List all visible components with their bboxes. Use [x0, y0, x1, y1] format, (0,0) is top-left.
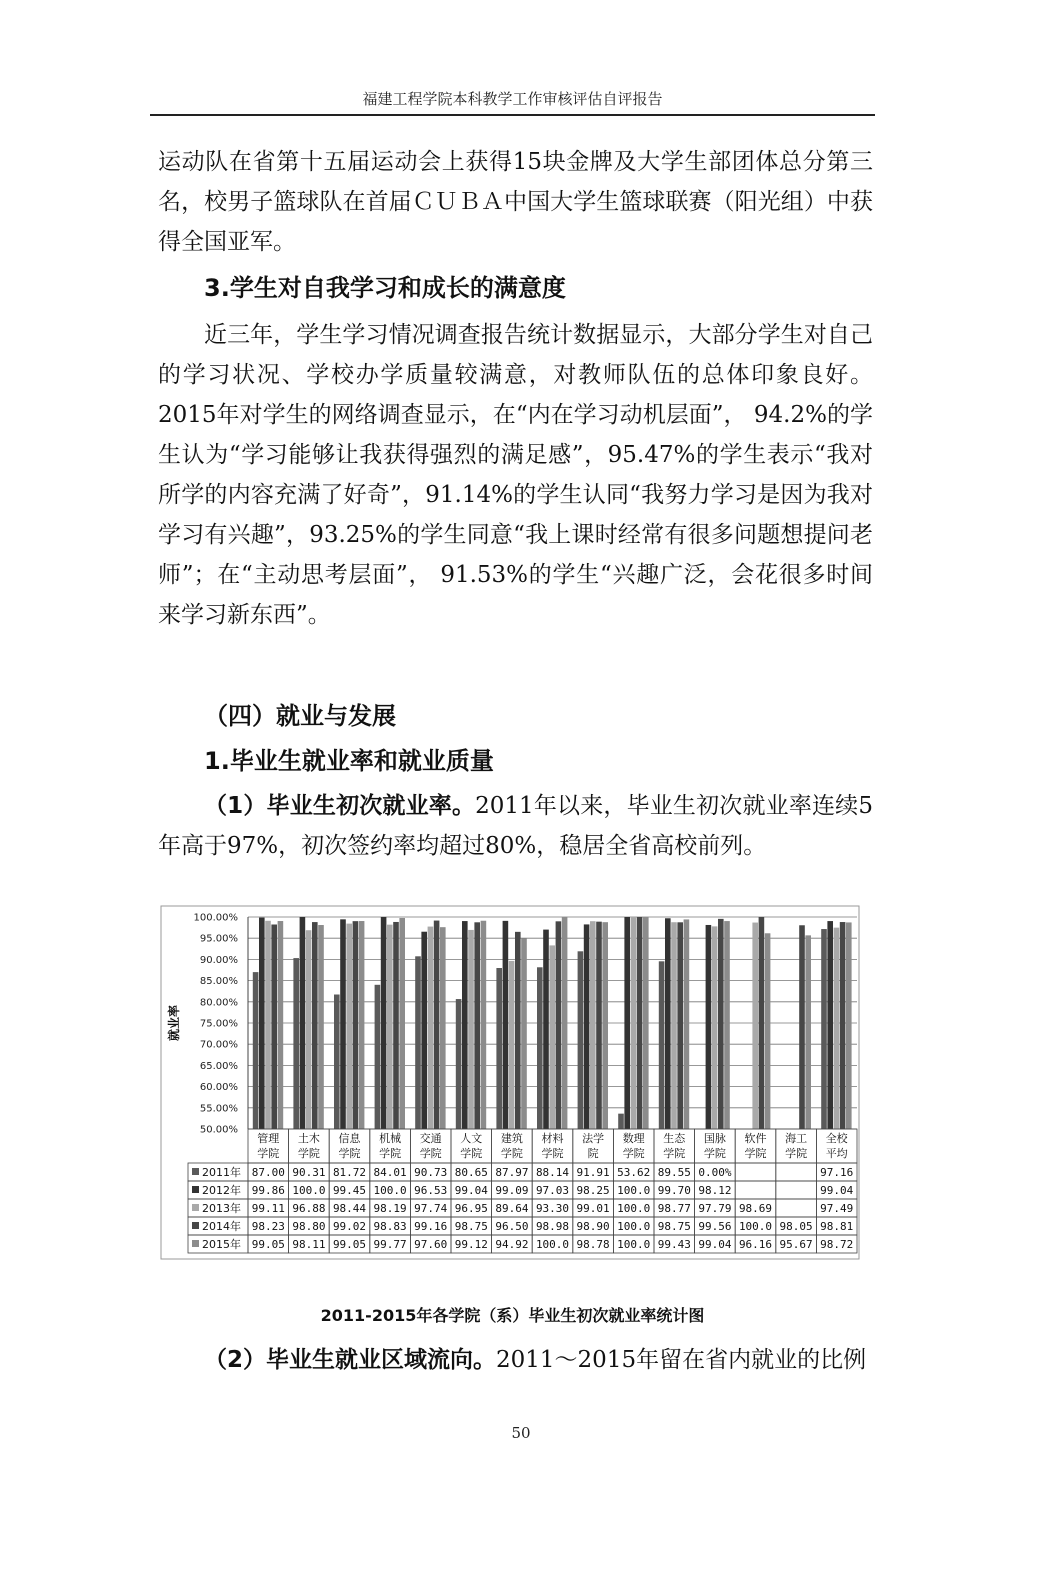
data-label: 98.78 [576, 1238, 610, 1251]
data-label: 89.55 [657, 1166, 691, 1179]
bar [481, 921, 487, 1129]
bar [359, 921, 365, 1129]
data-label: 0.00% [698, 1166, 732, 1179]
bar [706, 925, 712, 1129]
bar [752, 923, 758, 1129]
bar [253, 972, 259, 1129]
data-label: 100.0 [292, 1184, 326, 1197]
data-label: 98.25 [576, 1184, 610, 1197]
data-label: 99.04 [454, 1184, 488, 1197]
data-label: 97.49 [820, 1202, 854, 1215]
data-label: 98.98 [535, 1220, 570, 1233]
bar [643, 917, 649, 1129]
bar [521, 939, 527, 1129]
data-label: 94.92 [495, 1238, 529, 1251]
paragraph-text: 2011年以来，毕业生初次就业率连续5年高于97%，初次签约率均超过80%，稳居全省高校前列。 [158, 793, 873, 859]
x-tick-label: 国脉 [703, 1132, 726, 1145]
bar [671, 922, 677, 1129]
bar [440, 927, 446, 1129]
data-label: 84.01 [373, 1166, 407, 1179]
employment-rate-chart [160, 905, 860, 1260]
x-tick-label: 学院 [257, 1147, 280, 1160]
data-label: 98.83 [373, 1220, 407, 1233]
bar [312, 922, 318, 1129]
x-tick-label: 信息 [338, 1132, 361, 1145]
bar [543, 930, 549, 1129]
page-number: 50 [511, 1424, 531, 1442]
data-label: 98.75 [454, 1220, 488, 1233]
bar [509, 961, 515, 1129]
table-cell [735, 1163, 776, 1181]
bar [624, 917, 630, 1129]
data-label: 99.05 [332, 1238, 367, 1251]
bar [434, 921, 440, 1129]
y-tick-label: 75.00% [199, 1018, 238, 1030]
data-label: 99.43 [657, 1238, 691, 1251]
data-label: 98.23 [251, 1220, 285, 1233]
data-label: 99.77 [373, 1238, 407, 1251]
bar [259, 918, 265, 1129]
data-label: 93.30 [535, 1202, 570, 1215]
bar [462, 921, 468, 1129]
x-tick-label: 学院 [460, 1147, 483, 1160]
data-label: 98.90 [576, 1220, 610, 1233]
section-heading-employment: （四）就业与发展 [204, 702, 396, 730]
bar [834, 928, 840, 1129]
paragraph-lead: （2）毕业生就业区域流向。 [204, 1347, 497, 1373]
y-tick-label: 80.00% [199, 997, 238, 1009]
bar [590, 921, 596, 1129]
data-label: 99.11 [251, 1202, 285, 1215]
bar [846, 922, 852, 1129]
data-label: 99.04 [820, 1184, 854, 1197]
data-label: 96.95 [454, 1202, 488, 1215]
bar [840, 922, 846, 1129]
data-label: 97.16 [820, 1166, 854, 1179]
x-tick-label: 院 [587, 1147, 599, 1160]
data-label: 96.88 [292, 1202, 326, 1215]
data-label: 100.0 [617, 1202, 651, 1215]
bar [562, 917, 568, 1129]
data-label: 100.0 [738, 1220, 773, 1233]
legend-entry: 2011年 [202, 1166, 241, 1179]
x-tick-label: 数理 [622, 1132, 645, 1145]
legend-swatch [192, 1240, 199, 1247]
x-tick-label: 软件 [744, 1132, 767, 1145]
data-label: 100.0 [617, 1220, 651, 1233]
x-tick-label: 学院 [785, 1147, 808, 1160]
legend-swatch [192, 1204, 199, 1211]
legend-entry: 2015年 [202, 1238, 241, 1251]
y-tick-label: 85.00% [199, 976, 238, 988]
data-label: 80.65 [454, 1166, 488, 1179]
table-cell [735, 1181, 776, 1199]
data-label: 98.05 [779, 1220, 813, 1233]
bar [549, 945, 555, 1129]
data-label: 99.12 [454, 1238, 488, 1251]
bar [659, 961, 665, 1129]
data-label: 100.0 [617, 1238, 651, 1251]
bar [602, 922, 608, 1129]
bar [618, 1114, 624, 1129]
x-tick-label: 学院 [419, 1147, 442, 1160]
x-tick-label: 交通 [419, 1132, 442, 1145]
data-label: 90.73 [414, 1166, 448, 1179]
data-label: 98.19 [373, 1202, 407, 1215]
data-label: 91.91 [576, 1166, 610, 1179]
data-label: 100.0 [535, 1238, 570, 1251]
bar [415, 956, 421, 1129]
paragraph-text: 2011～2015年留在省内就业的比例 [496, 1347, 867, 1373]
data-label: 99.04 [698, 1238, 732, 1251]
bar [799, 925, 805, 1129]
data-label: 98.75 [657, 1220, 691, 1233]
data-label: 99.05 [251, 1238, 285, 1251]
data-label: 87.97 [495, 1166, 529, 1179]
y-tick-label: 60.00% [199, 1082, 238, 1094]
data-label: 88.14 [535, 1166, 570, 1179]
x-tick-label: 平均 [825, 1147, 848, 1160]
header-title: 福建工程学院本科教学工作审核评估自评报告 [362, 90, 663, 108]
bar [421, 932, 427, 1129]
bar [387, 925, 393, 1129]
x-tick-label: 学院 [703, 1147, 726, 1160]
data-label: 97.60 [414, 1238, 448, 1251]
data-label: 99.56 [698, 1220, 732, 1233]
data-label: 98.12 [698, 1184, 732, 1197]
y-tick-label: 70.00% [199, 1039, 238, 1051]
data-label: 98.72 [820, 1238, 854, 1251]
bar [318, 925, 324, 1129]
table-cell [776, 1163, 817, 1181]
data-label: 81.72 [332, 1166, 367, 1179]
bar [665, 918, 671, 1129]
bar [300, 917, 306, 1129]
bar [821, 929, 827, 1129]
bar [393, 922, 399, 1129]
x-tick-label: 学院 [338, 1147, 361, 1160]
x-tick-label: 生态 [663, 1132, 686, 1145]
data-label: 97.79 [698, 1202, 732, 1215]
bar [712, 926, 718, 1129]
bar [578, 951, 584, 1129]
bar [584, 924, 590, 1129]
bar [537, 967, 543, 1129]
heading-satisfaction: 3.学生对自我学习和成长的满意度 [204, 274, 566, 302]
x-tick-label: 机械 [379, 1132, 402, 1145]
chart-caption: 2011-2015年各学院（系）毕业生初次就业率统计图 [320, 1306, 705, 1325]
y-tick-label: 55.00% [199, 1103, 238, 1115]
x-tick-label: 材料 [541, 1132, 564, 1145]
bar [278, 921, 284, 1129]
x-tick-label: 学院 [663, 1147, 686, 1160]
paragraph-survey: 近三年，学生学习情况调查报告统计数据显示，大部分学生对自己的学习状况、学校办学质量较满意，对教师队伍的总体印象良好。2015年对学生的网络调查显示，在“内在学习动机层面”， 94.2%的学生认为“学习能够让我获得强烈的满足感”，95.47%的学生表示“我对所学的内容充满了好奇”，91.14%的学生认同“我努力学习是因为我对学习有兴趣”，93.25%的学生同意“我上课时经常有很多问题想提问老师”；在“主动思考层面”， 91.53%的学生“兴趣广泛，会花很多时间来学习新东西”。 [158, 322, 873, 628]
bar [718, 919, 724, 1129]
data-label: 99.01 [576, 1202, 610, 1215]
x-tick-label: 学院 [297, 1147, 320, 1160]
data-label: 96.53 [414, 1184, 448, 1197]
bar [381, 917, 387, 1129]
bar [375, 985, 381, 1129]
y-tick-label: 65.00% [199, 1060, 238, 1072]
y-tick-label: 90.00% [199, 954, 238, 966]
bar [759, 917, 765, 1129]
legend-entry: 2012年 [202, 1184, 241, 1197]
legend-swatch [192, 1222, 199, 1229]
data-label: 98.69 [738, 1202, 773, 1215]
subheading-employment-rate: 1.毕业生就业率和就业质量 [204, 747, 494, 775]
data-label: 98.11 [292, 1238, 326, 1251]
legend-entry: 2014年 [202, 1220, 241, 1233]
bar [684, 919, 690, 1129]
x-tick-label: 学院 [622, 1147, 645, 1160]
bar [271, 925, 277, 1129]
bar [293, 958, 299, 1129]
y-tick-label: 50.00% [199, 1124, 238, 1136]
bar [556, 921, 562, 1129]
data-label: 53.62 [617, 1166, 651, 1179]
bar [346, 924, 352, 1129]
data-label: 100.0 [373, 1184, 407, 1197]
paragraph-sports: 运动队在省第十五届运动会上获得15块金牌及大学生部团体总分第三名，校男子篮球队在首届ＣＵＢＡ中国大学生篮球联赛（阳光组）中获得全国亚军。 [158, 149, 873, 255]
data-label: 98.80 [292, 1220, 326, 1233]
table-cell [776, 1181, 817, 1199]
x-tick-label: 学院 [744, 1147, 767, 1160]
paragraph-initial-employment [158, 786, 873, 866]
paragraph-lead: （1）毕业生初次就业率。 [204, 793, 476, 819]
data-label: 99.16 [414, 1220, 448, 1233]
x-tick-label: 人文 [460, 1132, 483, 1145]
bar [765, 933, 771, 1129]
data-label: 99.45 [332, 1184, 367, 1197]
data-label: 98.81 [820, 1220, 854, 1233]
bar [827, 921, 833, 1129]
x-tick-label: 法学 [582, 1132, 605, 1145]
x-tick-label: 海工 [785, 1132, 808, 1145]
bar [265, 921, 271, 1129]
y-tick-label: 95.00% [199, 933, 238, 945]
bar [456, 999, 462, 1129]
data-label: 99.02 [332, 1220, 367, 1233]
data-label: 98.77 [657, 1202, 691, 1215]
data-label: 95.67 [779, 1238, 813, 1251]
bar [353, 921, 359, 1129]
data-label: 100.0 [617, 1184, 651, 1197]
data-label: 99.70 [657, 1184, 691, 1197]
data-label: 99.09 [495, 1184, 529, 1197]
bar [724, 921, 730, 1129]
bar [474, 922, 480, 1129]
x-tick-label: 学院 [379, 1147, 402, 1160]
bar [631, 917, 637, 1129]
table-cell [776, 1199, 817, 1217]
y-axis-label: 就业率 [167, 1004, 181, 1042]
bar [496, 968, 502, 1129]
bar [596, 922, 602, 1129]
x-tick-label: 学院 [500, 1147, 523, 1160]
x-tick-label: 学院 [541, 1147, 564, 1160]
bar [306, 930, 312, 1129]
data-label: 98.44 [332, 1202, 367, 1215]
data-label: 90.31 [292, 1166, 326, 1179]
paragraph-region-flow [158, 1340, 873, 1380]
bar [805, 935, 811, 1129]
data-label: 89.64 [495, 1202, 529, 1215]
legend-entry: 2013年 [202, 1202, 241, 1215]
x-tick-label: 土木 [297, 1132, 320, 1145]
data-label: 99.86 [251, 1184, 285, 1197]
y-tick-label: 100.00% [193, 912, 238, 924]
data-label: 87.00 [251, 1166, 285, 1179]
data-label: 97.74 [414, 1202, 448, 1215]
data-label: 96.50 [495, 1220, 529, 1233]
x-tick-label: 全校 [825, 1132, 848, 1145]
legend-swatch [192, 1186, 199, 1193]
page-header [150, 84, 875, 116]
bar [503, 921, 509, 1129]
bar [428, 927, 434, 1129]
x-tick-label: 管理 [257, 1132, 280, 1145]
bar [399, 918, 405, 1129]
bar [515, 932, 521, 1129]
legend-swatch [192, 1168, 199, 1175]
bar [334, 995, 340, 1129]
bar [677, 922, 683, 1129]
bar [637, 917, 643, 1129]
bar [468, 930, 474, 1129]
bar [340, 919, 346, 1129]
x-tick-label: 建筑 [500, 1132, 523, 1145]
data-label: 97.03 [535, 1184, 570, 1197]
data-label: 96.16 [738, 1238, 773, 1251]
